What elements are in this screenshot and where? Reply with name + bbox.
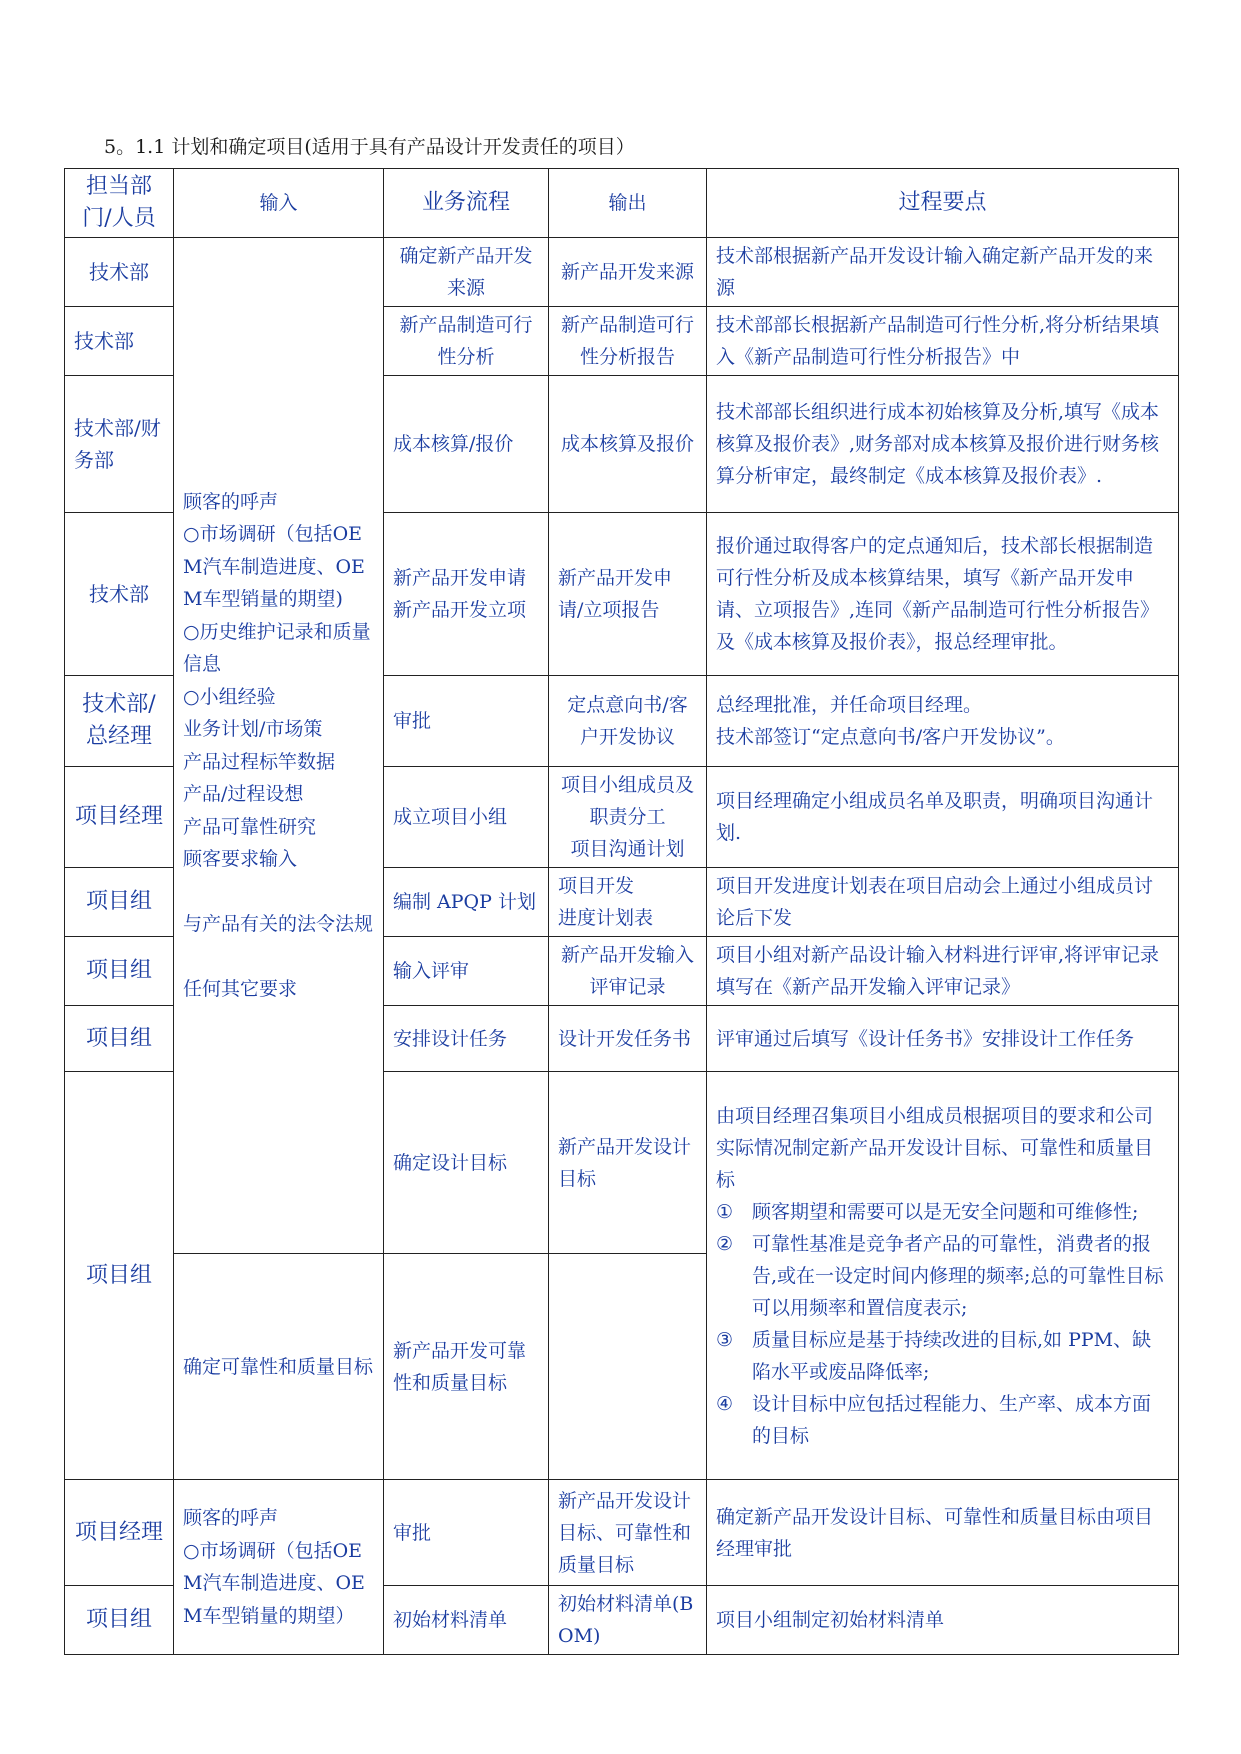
input-cell xyxy=(174,238,384,1254)
flow-cell: 成立项目小组 xyxy=(384,767,549,868)
dept-cell: 项目组 xyxy=(65,1006,174,1072)
list-item: ③ 质量目标应是基于持续改进的目标,如 PPM、缺陷水平或废品降低率; xyxy=(716,1328,1152,1383)
header-key-points: 过程要点 xyxy=(707,169,1179,238)
dept-cell: 项目组 xyxy=(65,1586,174,1655)
key-point-cell: 项目小组对新产品设计输入材料进行评审,将评审记录填写在《新产品开发输入评审记录》 xyxy=(707,937,1179,1006)
flow-cell: 安排设计任务 xyxy=(384,1006,549,1072)
key-point-cell: 项目经理确定小组成员名单及职责，明确项目沟通计划. xyxy=(707,767,1179,868)
flow-cell: 审批 xyxy=(384,676,549,767)
flow-cell: 审批 xyxy=(384,1480,549,1586)
key-point-cell: 确定新产品开发设计目标、可靠性和质量目标由项目经理审批 xyxy=(707,1480,1179,1586)
key-point-list xyxy=(716,1196,1169,1452)
flow-cell: 新产品制造可行性分析 xyxy=(384,307,549,376)
dept-cell: 技术部 xyxy=(65,238,174,307)
flow-cell: 成本核算/报价 xyxy=(384,376,549,513)
table-header-row xyxy=(65,169,1179,238)
dept-cell: 项目经理 xyxy=(65,767,174,868)
header-output: 输出 xyxy=(549,169,707,238)
dept-cell: 技术部/总经理 xyxy=(65,676,174,767)
key-point-cell: 报价通过取得客户的定点通知后，技术部长根据制造可行性分析及成本核算结果，填写《新产品开发申请、立项报告》,连同《新产品制造可行性分析报告》及《成本核算及报价表》，报总经理审批。 xyxy=(707,513,1179,676)
output-cell: 设计开发任务书 xyxy=(549,1006,707,1072)
key-point-cell: 项目小组制定初始材料清单 xyxy=(707,1586,1179,1655)
dept-cell: 技术部 xyxy=(65,307,174,376)
output-cell: 新产品开发可靠性和质量目标 xyxy=(384,1254,549,1480)
input-cell xyxy=(174,1480,384,1655)
flow-cell: 初始材料清单 xyxy=(384,1586,549,1655)
output-cell: 成本核算及报价 xyxy=(549,376,707,513)
output-cell: 新产品开发设计目标 xyxy=(549,1072,707,1254)
flow-cell: 确定新产品开发来源 xyxy=(384,238,549,307)
output-cell: 新产品开发设计目标、可靠性和质量目标 xyxy=(549,1480,707,1586)
flow-cell: 输入评审 xyxy=(384,937,549,1006)
dept-cell: 技术部 xyxy=(65,513,174,676)
list-item: ② 可靠性基准是竞争者产品的可靠性，消费者的报告,或在一设定时间内修理的频率;总的可靠性目标可以用频率和置信度表示; xyxy=(716,1232,1164,1319)
dept-cell: 项目经理 xyxy=(65,1480,174,1586)
key-point-cell: 技术部部长根据新产品制造可行性分析,将分析结果填入《新产品制造可行性分析报告》中 xyxy=(707,307,1179,376)
output-cell: 新产品开发申请/立项报告 xyxy=(549,513,707,676)
output-cell: 定点意向书/客户开发协议 xyxy=(549,676,707,767)
output-cell: 初始材料清单(BOM) xyxy=(549,1586,707,1655)
header-flow: 业务流程 xyxy=(384,169,549,238)
flow-cell: 确定可靠性和质量目标 xyxy=(174,1254,384,1480)
key-point-cell: 评审通过后填写《设计任务书》安排设计工作任务 xyxy=(707,1006,1179,1072)
key-point-cell: 总经理批准，并任命项目经理。 技术部签订“定点意向书/客户开发协议”。 xyxy=(707,676,1179,767)
output-cell: 新产品开发来源 xyxy=(549,238,707,307)
input-text: 顾客的呼声 ○市场调研（包括OEM汽车制造进度、OEM车型销量的期望） xyxy=(183,1507,365,1627)
key-point-cell xyxy=(707,1072,1179,1480)
list-item: ① 顾客期望和需要可以是无安全问题和可维修性; xyxy=(716,1200,1139,1223)
table-row xyxy=(65,238,1179,307)
process-table xyxy=(64,168,1179,1655)
output-cell: 项目小组成员及职责分工 项目沟通计划 xyxy=(549,767,707,868)
header-dept: 担当部门/人员 xyxy=(65,169,174,238)
input-text: 顾客的呼声 ○市场调研（包括OEM汽车制造进度、OEM车型销量的期望) ○历史维护记录和质量信息 ○小组经验 业务计划/市场策 产品过程标竿数据 产品/过程设想 产品可靠性研究 顾客要求输入 与产品有关的法令法规 任何其它要求 xyxy=(183,490,374,1000)
dept-cell: 技术部/财务部 xyxy=(65,376,174,513)
flow-cell: 确定设计目标 xyxy=(384,1072,549,1254)
list-item: ④ 设计目标中应包括过程能力、生产率、成本方面的目标 xyxy=(716,1392,1152,1447)
flow-cell: 编制 APQP 计划 xyxy=(384,868,549,937)
output-cell: 项目开发 进度计划表 xyxy=(549,868,707,937)
header-input: 输入 xyxy=(174,169,384,238)
key-point-cell: 技术部根据新产品开发设计输入确定新产品开发的来源 xyxy=(707,238,1179,307)
page-title: 5。1.1 计划和确定项目(适用于具有产品设计开发责任的项目） xyxy=(104,136,635,158)
key-point-cell: 项目开发进度计划表在项目启动会上通过小组成员讨论后下发 xyxy=(707,868,1179,937)
output-cell: 新产品制造可行性分析报告 xyxy=(549,307,707,376)
output-cell: 新产品开发输入评审记录 xyxy=(549,937,707,1006)
dept-cell: 项目组 xyxy=(65,868,174,937)
dept-cell: 项目组 xyxy=(65,937,174,1006)
table-row xyxy=(65,1480,1179,1586)
dept-cell: 项目组 xyxy=(65,1072,174,1480)
key-point-cell: 技术部部长组织进行成本初始核算及分析,填写《成本核算及报价表》,财务部对成本核算及报价进行财务核算分析审定，最终制定《成本核算及报价表》. xyxy=(707,376,1179,513)
flow-cell: 新产品开发申请 新产品开发立项 xyxy=(384,513,549,676)
key-point-intro: 由项目经理召集项目小组成员根据项目的要求和公司实际情况制定新产品开发设计目标、可靠性和质量目标 xyxy=(716,1104,1154,1191)
